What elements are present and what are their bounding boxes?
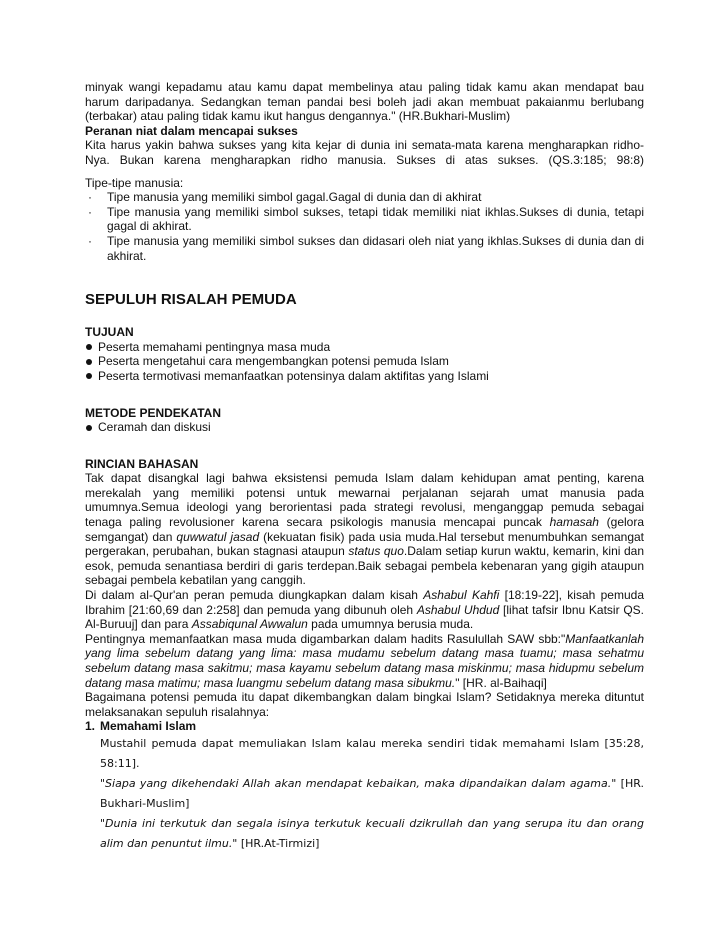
metode-heading: METODE PENDEKATAN	[85, 405, 222, 420]
list-item: Peserta memahami pentingnya masa muda	[85, 340, 644, 355]
item-1-quote-2: "Dunia ini terkutuk dan segala isinya terkutuk kecuali dzikrullah dan yang serupa itu dan orang alim dan penuntut ilmu." [HR.At-Tirmizi]	[100, 816, 644, 850]
list-item: Ceramah dan diskusi	[85, 420, 644, 435]
bullet-icon	[86, 359, 92, 365]
paragraph-hadith: Pentingnya memanfaatkan masa muda digambarkan dalam hadits Rasulullah SAW sbb:"Manfaatkanlah yang lima sebelum datang yang lima: masa mudamu sebelum datang masa tuamu; masa sehatmu sebelum datang masa sakitmu; masa kayamu sebelum datang masa miskinmu; masa hidupmu sebelum datang masa matimu; masa luangmu sebelum datang masa sibukmu." [HR. al-Baihaqi]	[85, 631, 644, 690]
paragraph-niat: Kita harus yakin bahwa sukses yang kita kejar di dunia ini semata-mata karena mengharapkan ridho-Nya. Bukan karena mengharapkan ridho manusia. Sukses di atas sukses. (QS.3:185; 98:8)	[85, 138, 644, 167]
paragraph-question: Bagaimana potensi pemuda itu dapat dikembangkan dalam bingkai Islam? Setidaknya mereka dituntut melaksanakan sepuluh risalahnya:	[85, 690, 644, 719]
paragraph-quran: Di dalam al-Qur'an peran pemuda diungkapkan dalam kisah Ashabul Kahfi [18:19-22], kisah pemuda Ibrahim [21:60,69 dan 2:258] dan pemuda yang dibunuh oleh Ashabul Uhdud [lihat tafsir Ibnu Katsir QS. Al-Buruuj] dan para Assabiqunal Awwalun pada umumnya berusia muda.	[85, 588, 644, 632]
list-item: Peserta termotivasi memanfaatkan potensinya dalam aktifitas yang Islami	[85, 369, 644, 384]
paragraph-eksistensi: Tak dapat disangkal lagi bahwa eksistensi pemuda Islam dalam kehidupan amat penting, karena merekalah yang memiliki potensi untuk mewarnai perjalanan sejarah umat manusia pada umumnya.Semua ideologi yang berorientasi pada strategi revolusi, menganggap pemuda sebagai tenaga paling revolusioner karena secara psikologis manusia mencapai puncak hamasah (gelora semgangat) dan quwwatul jasad (kekuatan fisik) pada usia muda.Hal tersebut menumbuhkan semangat pergerakan, perubahan, bukan stagnasi ataupun status quo.Dalam setiap kurun waktu, kemarin, kini dan esok, pemuda senantiasa berdiri di garis terdepan.Baik sebagai pembela kebenaran yang gigih ataupun sebagai pembela kebatilan yang canggih.	[85, 471, 645, 588]
list-item: Peserta mengetahui cara mengembangkan potensi pemuda Islam	[85, 354, 644, 369]
types-list	[85, 190, 644, 263]
section-title: SEPULUH RISALAH PEMUDA	[85, 291, 297, 309]
document-page	[85, 80, 644, 854]
bullet-icon	[86, 344, 92, 350]
numbered-heading-1: 1. Memahami Islam	[85, 719, 197, 734]
item-1-quote-1: "Siapa yang dikehendaki Allah akan mendapat kebaikan, maka dipandaikan dalam agama." [HR. Bukhari-Muslim]	[100, 776, 644, 810]
item-1-text: Mustahil pemuda dapat memuliakan Islam kalau mereka sendiri tidak memahami Islam [35:28, 58:11].	[100, 736, 644, 770]
bullet-icon	[86, 373, 92, 379]
list-item: · Tipe manusia yang memiliki simbol sukses, tetapi tidak memiliki niat ikhlas.Sukses di dunia, tetapi gagal di akhirat.	[88, 204, 644, 234]
tujuan-list	[85, 340, 644, 384]
types-label: Tipe-tipe manusia:	[85, 175, 184, 190]
bullet-icon	[86, 425, 92, 431]
heading-niat: Peranan niat dalam mencapai sukses	[85, 123, 298, 138]
paragraph-hadith-end: minyak wangi kepadamu atau kamu dapat membelinya atau paling tidak kamu akan mendapat bau harum daripadanya. Sedangkan teman pandai besi boleh jadi akan membuat pakaianmu berlubang (terbakar) atau paling tidak kamu ikut hangus dengannya." (HR.Bukhari-Muslim)	[85, 80, 644, 124]
rincian-heading: RINCIAN BAHASAN	[85, 456, 199, 471]
list-item: · Tipe manusia yang memiliki simbol sukses dan didasari oleh niat yang ikhlas.Sukses di dunia dan di akhirat.	[88, 233, 644, 263]
tujuan-heading: TUJUAN	[85, 325, 134, 340]
metode-list	[85, 420, 644, 435]
list-item: · Tipe manusia yang memiliki simbol gagal.Gagal di dunia dan di akhirat	[88, 190, 482, 205]
item-1-body	[85, 734, 644, 854]
